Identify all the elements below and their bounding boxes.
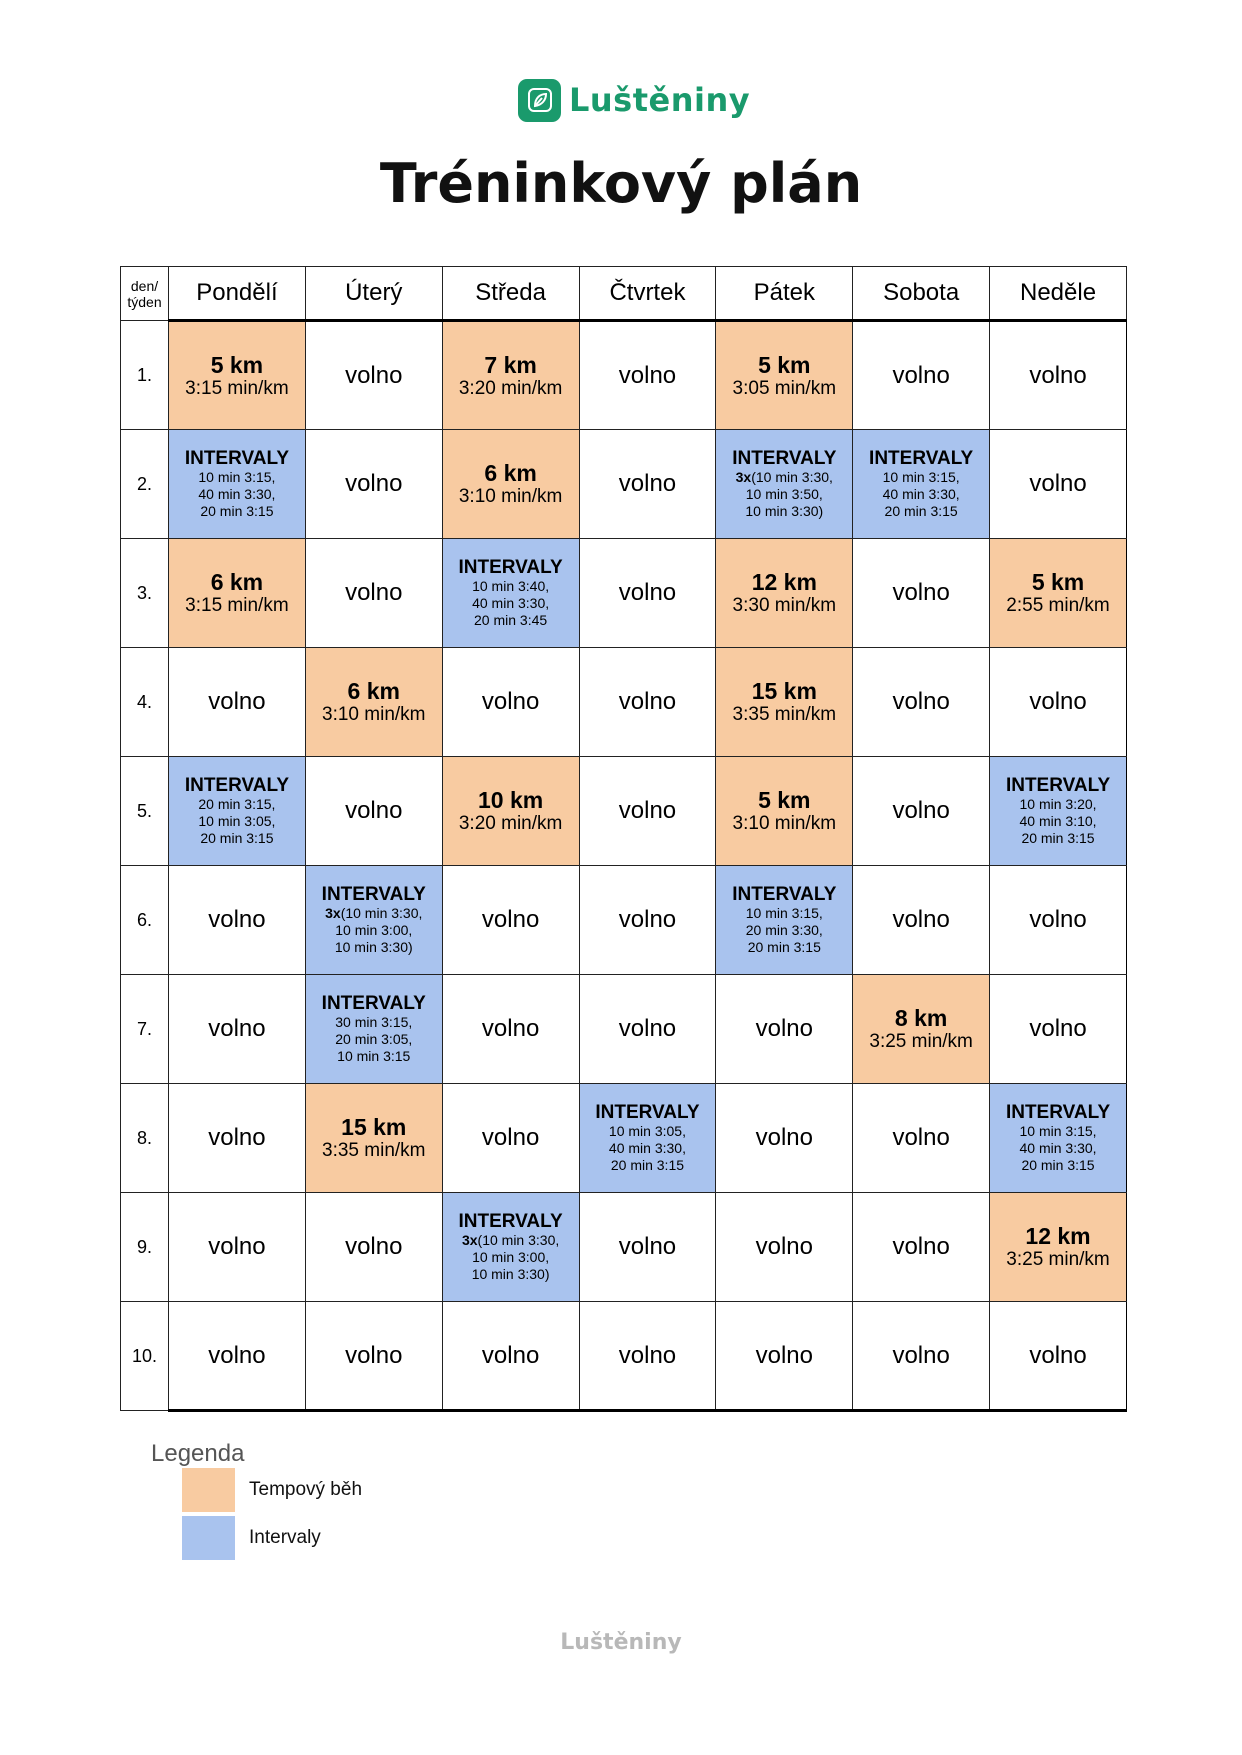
interval-cell (169, 757, 306, 866)
rest-day-cell (853, 757, 990, 866)
rest-day-cell (305, 430, 442, 539)
pace-label: 3:35 min/km (322, 1140, 426, 1161)
rest-label: volno (481, 1341, 540, 1369)
rest-label: volno (618, 688, 677, 715)
interval-line (716, 469, 852, 486)
rest-label: volno (618, 797, 677, 824)
table-row (121, 757, 1127, 866)
rest-day-cell (579, 539, 716, 648)
rest-label: volno (618, 1233, 677, 1260)
interval-title: INTERVALY (184, 775, 290, 796)
interval-cell (579, 1084, 716, 1193)
interval-title: INTERVALY (321, 884, 426, 905)
distance-label: 15 km (341, 1114, 407, 1140)
interval-line: 10 min 3:15, (1019, 1123, 1097, 1139)
table-row (121, 975, 1127, 1084)
rest-day-cell (442, 1084, 579, 1193)
week-label: 1. (121, 321, 169, 430)
rest-label: volno (345, 470, 403, 497)
rest-label: volno (755, 1124, 813, 1151)
interval-line: 20 min 3:15 (200, 830, 274, 846)
rest-label: volno (755, 1015, 813, 1042)
rest-label: volno (755, 1233, 813, 1260)
interval-title: INTERVALY (1005, 775, 1111, 796)
pace-label: 3:25 min/km (1006, 1249, 1110, 1270)
page-title: Tréninkový plán (379, 152, 863, 215)
week-label: 8. (121, 1084, 169, 1193)
interval-cell (716, 866, 853, 975)
interval-line: 40 min 3:30, (1019, 1140, 1097, 1156)
interval-line: 30 min 3:15, (335, 1014, 413, 1030)
interval-line: 10 min 3:00, (472, 1249, 550, 1265)
tempo-run-cell (169, 321, 306, 430)
training-plan-table (120, 266, 1127, 1412)
rest-day-cell (305, 1193, 442, 1302)
interval-title: INTERVALY (869, 448, 974, 469)
distance-label: 12 km (751, 569, 817, 595)
table-row (121, 1084, 1127, 1193)
rest-label: volno (208, 1124, 266, 1151)
rest-day-cell (305, 1302, 442, 1411)
interval-line: 40 min 3:30, (882, 486, 960, 502)
rest-day-cell (853, 1302, 990, 1411)
legend-label-tempo: Tempový běh (249, 1479, 363, 1500)
interval-line: 20 min 3:15, (198, 796, 276, 812)
interval-line: 10 min 3:20, (1019, 796, 1097, 812)
week-label: 10. (121, 1302, 169, 1411)
pace-label: 3:15 min/km (185, 377, 289, 399)
rest-day-cell (169, 1302, 306, 1411)
table-row (121, 648, 1127, 757)
day-header: Středa (442, 267, 579, 321)
rest-day-cell (305, 757, 442, 866)
tempo-run-cell (442, 321, 579, 430)
legend-label-interval: Intervaly (249, 1527, 321, 1548)
interval-line: 10 min 3:05, (608, 1123, 686, 1139)
interval-line: 20 min 3:45 (474, 612, 548, 628)
week-label: 7. (121, 975, 169, 1084)
rest-label: volno (618, 470, 677, 497)
rest-day-cell (716, 1302, 853, 1411)
rest-label: volno (618, 1341, 677, 1369)
leaf-icon (518, 79, 561, 122)
day-header: Čtvrtek (579, 267, 716, 321)
distance-label: 6 km (347, 678, 400, 704)
rest-label: volno (481, 688, 540, 715)
rest-day-cell (305, 321, 442, 430)
pace-label: 3:25 min/km (869, 1031, 973, 1052)
interval-line: 20 min 3:15 (884, 503, 958, 519)
table-row (121, 866, 1127, 975)
rest-label: volno (1029, 470, 1087, 497)
week-label: 4. (121, 648, 169, 757)
rest-label: volno (1029, 906, 1087, 933)
rest-day-cell (990, 866, 1127, 975)
interval-title: INTERVALY (732, 884, 837, 905)
legend-swatch-interval (182, 1516, 235, 1560)
table-row (121, 321, 1127, 430)
interval-cell (305, 975, 442, 1084)
interval-line: 10 min 3:00, (335, 922, 413, 938)
week-label: 6. (121, 866, 169, 975)
rest-day-cell (990, 1302, 1127, 1411)
interval-line: 10 min 3:30) (334, 939, 413, 955)
rest-label: volno (892, 906, 950, 933)
distance-label: 6 km (484, 460, 537, 486)
rest-label: volno (892, 361, 950, 389)
rest-day-cell (169, 1084, 306, 1193)
interval-line: 20 min 3:30, (745, 922, 823, 938)
tempo-run-cell (853, 975, 990, 1084)
rest-day-cell (579, 975, 716, 1084)
pace-label: 3:10 min/km (458, 486, 563, 507)
brand-name: Luštěniny (569, 81, 751, 119)
rest-label: volno (618, 906, 677, 933)
rest-day-cell (990, 648, 1127, 757)
pace-label: 3:35 min/km (732, 704, 837, 725)
rest-day-cell (579, 866, 716, 975)
rest-label: volno (1029, 1341, 1087, 1369)
rest-day-cell (442, 1302, 579, 1411)
rest-day-cell (442, 866, 579, 975)
rest-day-cell (716, 1193, 853, 1302)
footer-brand: Luštěniny (560, 1630, 682, 1655)
table-header-row (121, 267, 1127, 321)
rest-label: volno (345, 579, 403, 606)
rest-day-cell (305, 539, 442, 648)
rest-label: volno (892, 1124, 950, 1151)
legend-item-tempo (182, 1468, 362, 1512)
rest-day-cell (579, 430, 716, 539)
rest-day-cell (169, 866, 306, 975)
table-row (121, 1193, 1127, 1302)
interval-title: INTERVALY (184, 448, 290, 469)
distance-label: 5 km (758, 351, 811, 378)
interval-title: INTERVALY (595, 1102, 700, 1123)
interval-title: INTERVALY (321, 993, 426, 1014)
rest-label: volno (892, 1233, 950, 1260)
rest-day-cell (442, 648, 579, 757)
day-header: Neděle (990, 267, 1127, 321)
rest-label: volno (208, 906, 266, 933)
rest-label: volno (481, 906, 540, 933)
rest-label: volno (208, 1341, 266, 1369)
day-header: Pátek (716, 267, 853, 321)
rest-label: volno (1029, 1015, 1087, 1042)
tempo-run-cell (305, 648, 442, 757)
week-label: 5. (121, 757, 169, 866)
rest-day-cell (579, 757, 716, 866)
distance-label: 6 km (210, 569, 264, 595)
rest-label: volno (892, 688, 950, 715)
interval-line-text: (10 min 3:30, (751, 469, 833, 485)
interval-title: INTERVALY (1005, 1102, 1111, 1123)
rest-label: volno (208, 1233, 266, 1260)
rest-label: volno (208, 688, 266, 715)
rest-day-cell (990, 430, 1127, 539)
pace-label: 3:10 min/km (322, 704, 426, 725)
rest-label: volno (618, 361, 677, 389)
table-row (121, 430, 1127, 539)
rest-day-cell (990, 975, 1127, 1084)
interval-line: 40 min 3:30, (608, 1140, 686, 1156)
day-header: Pondělí (169, 267, 306, 321)
rest-label: volno (892, 579, 950, 606)
rest-label: volno (345, 797, 403, 824)
interval-cell (442, 539, 579, 648)
repeat-prefix: 3x (461, 1232, 478, 1248)
distance-label: 5 km (1031, 569, 1085, 595)
rest-day-cell (169, 1193, 306, 1302)
tempo-run-cell (990, 1193, 1127, 1302)
pace-label: 3:20 min/km (458, 377, 563, 399)
rest-day-cell (716, 1084, 853, 1193)
repeat-prefix: 3x (735, 469, 752, 485)
day-header: Úterý (305, 267, 442, 321)
interval-line: 20 min 3:15 (1021, 830, 1095, 846)
rest-day-cell (853, 539, 990, 648)
pace-label: 3:30 min/km (732, 595, 837, 616)
week-label: 2. (121, 430, 169, 539)
rest-label: volno (755, 1341, 813, 1369)
rest-day-cell (853, 321, 990, 430)
interval-line-text: (10 min 3:30, (477, 1232, 560, 1248)
rest-label: volno (345, 361, 403, 389)
interval-cell (716, 430, 853, 539)
rest-day-cell (579, 648, 716, 757)
interval-line-text: (10 min 3:30, (340, 905, 423, 921)
rest-label: volno (481, 1124, 540, 1151)
rest-day-cell (169, 648, 306, 757)
legend-title: Legenda (151, 1440, 245, 1467)
rest-day-cell (442, 975, 579, 1084)
rest-day-cell (169, 975, 306, 1084)
table-row (121, 539, 1127, 648)
distance-label: 5 km (758, 787, 811, 813)
interval-line: 40 min 3:30, (198, 486, 276, 502)
rest-day-cell (579, 321, 716, 430)
interval-line: 20 min 3:15 (610, 1157, 685, 1173)
interval-title: INTERVALY (458, 557, 563, 578)
pace-label: 3:15 min/km (185, 595, 289, 616)
rest-day-cell (579, 1302, 716, 1411)
tempo-run-cell (716, 539, 853, 648)
pace-label: 2:55 min/km (1006, 595, 1110, 616)
rest-day-cell (853, 866, 990, 975)
interval-line: 10 min 3:50, (745, 486, 823, 502)
interval-line: 10 min 3:05, (198, 813, 276, 829)
week-label: 3. (121, 539, 169, 648)
repeat-prefix: 3x (325, 905, 341, 921)
interval-cell (442, 1193, 579, 1302)
interval-line: 10 min 3:30) (471, 1266, 550, 1282)
tempo-run-cell (716, 648, 853, 757)
interval-line: 10 min 3:40, (472, 578, 550, 594)
rest-day-cell (853, 648, 990, 757)
distance-label: 10 km (478, 787, 544, 813)
pace-label: 3:10 min/km (732, 813, 837, 834)
rest-label: volno (1029, 688, 1087, 715)
interval-cell (853, 430, 990, 539)
corner-label: den/ týden (121, 267, 169, 321)
rest-label: volno (892, 1341, 950, 1369)
interval-line: 10 min 3:15 (337, 1048, 411, 1064)
day-header: Sobota (853, 267, 990, 321)
tempo-run-cell (305, 1084, 442, 1193)
rest-day-cell (853, 1193, 990, 1302)
tempo-run-cell (442, 430, 579, 539)
tempo-run-cell (716, 321, 853, 430)
interval-cell (305, 866, 442, 975)
tempo-run-cell (169, 539, 306, 648)
rest-label: volno (345, 1233, 403, 1260)
rest-label: volno (618, 579, 677, 606)
interval-line: 10 min 3:15, (745, 905, 823, 921)
interval-line: 40 min 3:10, (1019, 813, 1097, 829)
tempo-run-cell (442, 757, 579, 866)
rest-day-cell (579, 1193, 716, 1302)
interval-line: 10 min 3:15, (882, 469, 960, 485)
rest-day-cell (853, 1084, 990, 1193)
interval-title: INTERVALY (458, 1211, 563, 1232)
pace-label: 3:20 min/km (458, 813, 563, 834)
interval-title: INTERVALY (732, 448, 837, 469)
interval-cell (990, 757, 1127, 866)
distance-label: 7 km (484, 351, 537, 378)
rest-label: volno (208, 1015, 266, 1042)
rest-label: volno (481, 1015, 540, 1042)
table-row (121, 1302, 1127, 1411)
pace-label: 3:05 min/km (732, 377, 837, 399)
distance-label: 15 km (751, 678, 817, 704)
distance-label: 5 km (210, 351, 264, 378)
tempo-run-cell (990, 539, 1127, 648)
interval-line: 10 min 3:15, (198, 469, 276, 485)
interval-line: 20 min 3:05, (335, 1031, 413, 1047)
interval-line (306, 905, 442, 922)
rest-day-cell (716, 975, 853, 1084)
distance-label: 12 km (1025, 1223, 1091, 1249)
interval-line: 10 min 3:30) (745, 503, 824, 519)
week-label: 9. (121, 1193, 169, 1302)
rest-label: volno (892, 797, 950, 824)
rest-label: volno (345, 1341, 403, 1369)
interval-cell (990, 1084, 1127, 1193)
legend-item-interval (182, 1516, 321, 1560)
rest-label: volno (1029, 361, 1087, 389)
brand-header (518, 78, 750, 122)
interval-line (443, 1232, 579, 1249)
interval-line: 20 min 3:15 (200, 503, 274, 519)
legend-swatch-tempo (182, 1468, 235, 1512)
interval-line: 20 min 3:15 (747, 939, 821, 955)
interval-cell (169, 430, 306, 539)
rest-label: volno (618, 1015, 677, 1042)
distance-label: 8 km (894, 1005, 948, 1031)
interval-line: 20 min 3:15 (1021, 1157, 1095, 1173)
tempo-run-cell (716, 757, 853, 866)
interval-line: 40 min 3:30, (472, 595, 550, 611)
rest-day-cell (990, 321, 1127, 430)
